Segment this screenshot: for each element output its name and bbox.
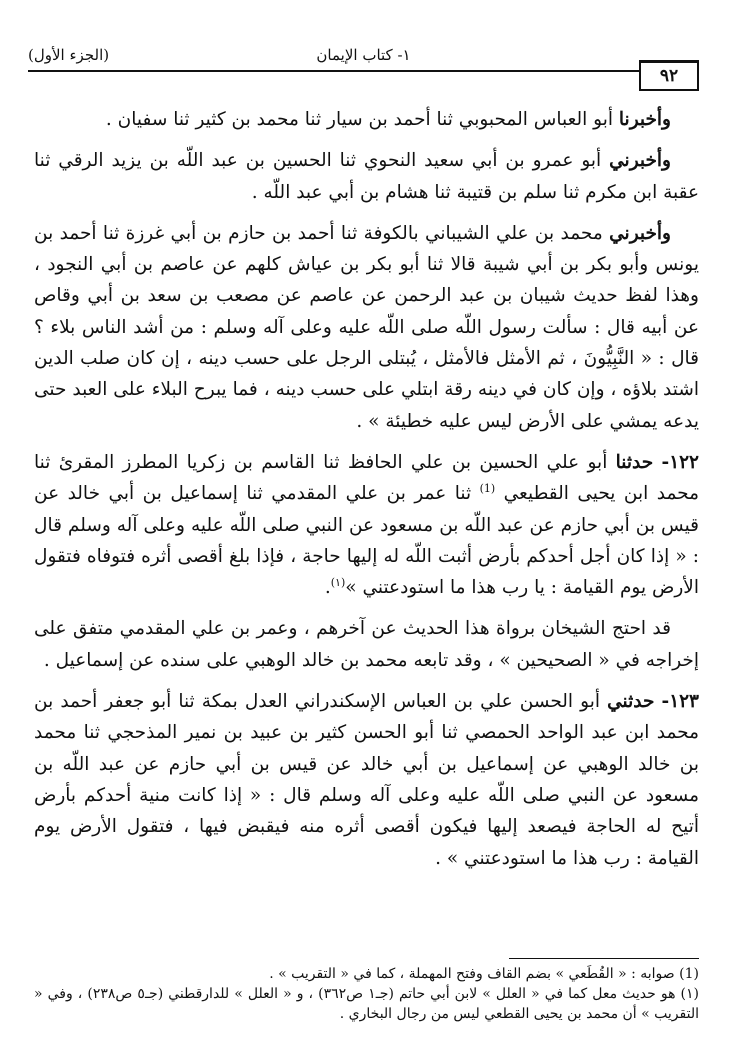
hadith-text: ثنا عمر بن علي المقدمي ثنا إسماعيل بن أبي خالد عن قيس بن أبي حازم عن عبد اللّه بن مسعود عن النبي صلى اللّه عليه وعلى آله وسلم قال : « إذا كان أجل أحدكم بأرض أثبت اللّه له إليها حاجة ، فإذا بلغ أقصى أثره فتوفاه فتقول الأرض يوم القيامة : يا رب هذا ما استودعتني » [34, 483, 699, 599]
footnote-text: هو حديث معل كما في « العلل » لابن أبي حاتم (جـ١ ص٣٦٢) ، و « العلل » للدارقطني (جـ٥ ص٢٣٨) ، وفي « التقريب » أن محمد بن يحيى القطعي ليس من رجال البخاري . [34, 986, 699, 1022]
paragraph-lead: وأخبرنا [618, 109, 671, 130]
footnote-mark: (1) [679, 966, 699, 982]
running-header [28, 44, 699, 68]
paragraph-lead: وأخبرني [609, 150, 671, 172]
hadith-number: ١٢٣- [661, 691, 699, 713]
paragraph-text: محمد بن علي الشيباني بالكوفة ثنا أحمد بن حازم بن أبي غرزة ثنا أحمد بن يونس وأبو بكر بن أبي شيبة قالا ثنا أبو بكر بن عياش كلهم عن عاصم بن أبي النجود ، وهذا لفظ حديث شيبان بن عبد الرحمن عن عاصم عن مصعب بن سعد بن أبي وقاص عن أبيه قال : سألت رسول اللّه صلى اللّه عليه وعلى آله وسلم : من أشد الناس بلاء ؟ قال : « النَّبِيُّونَ ، ثم الأمثل فالأمثل ، يُبتلى الرجل على حسب دينه ، إن كان صلب الدين اشتد بلاؤه ، وإن كان في دينه رقة ابتلي على حسب دينه ، فما يبرح البلاء على العبد حتى يدعه يمشي على الأرض ليس عليه خطيئة » . [34, 222, 699, 432]
footnote [34, 984, 699, 1024]
hadith-lead: حدثني [607, 691, 655, 713]
footnote-text: صوابه : « القُطَعي » بضم القاف وفتح المهملة ، كما في « التقريب » . [269, 966, 675, 982]
paragraph [34, 104, 699, 135]
footnote-ref[interactable]: (1) [479, 482, 496, 496]
header-rule [28, 70, 641, 72]
hadith-text: أبو الحسن علي بن العباس الإسكندراني العدل بمكة ثنا أبو جعفر أحمد بن محمد ابن عبد الواحد الحمصي ثنا أبو الحسن كثير بن عبيد بن نمير المذحجي ثنا محمد بن خالد الوهبي عن إسماعيل بن أبي خالد عن قيس بن أبي حازم عن عبد اللّه بن مسعود عن النبي صلى اللّه عليه وعلى آله وسلم قال : « إذا كانت منية أحدكم بأرض أتيح له الحاجة فيصعد إليها فيكون أقصى أثره منه فيقبض فيها ، فتقول الأرض يوم القيامة : رب هذا ما استودعتني » . [34, 691, 699, 869]
volume-label: (الجزء الأول) [28, 46, 110, 64]
hadith-text: أبو علي الحسين بن علي الحافظ ثنا القاسم بن زكريا المطرز المقرئ ثنا محمد ابن يحيى القطيعي [34, 451, 699, 505]
chapter-title: ١- كتاب الإيمان [316, 46, 411, 64]
main-text [34, 104, 699, 884]
paragraph-text: أبو العباس المحبوبي ثنا أحمد بن سيار ثنا محمد بن كثير ثنا سفيان . [105, 109, 619, 130]
footnote-ref[interactable]: (١) [330, 576, 346, 589]
footnotes [34, 964, 699, 1024]
hadith-123 [34, 686, 699, 874]
commentary: قد احتج الشيخان برواة هذا الحديث عن آخرهم ، وعمر بن علي المقدمي متفق على إخراجه في « الصحيحين » ، وقد تابعه محمد بن خالد الوهبي على سنده عن إسماعيل . [34, 618, 699, 671]
paragraph [34, 218, 699, 437]
footnote [34, 964, 699, 984]
paragraph [34, 145, 699, 208]
hadith-text: . [324, 577, 331, 599]
footnote-rule [509, 958, 699, 959]
hadith-number: ١٢٢- [661, 451, 699, 473]
page-number: ٩٢ [639, 60, 699, 91]
footnote-mark: (١) [680, 986, 700, 1002]
paragraph-text: أبو عمرو بن أبي سعيد النحوي ثنا الحسين بن عبد اللّه بن يزيد الرقي ثنا عقبة ابن مكرم ثنا سلم بن قتيبة ثنا هشام بن أبي عبد اللّه . [34, 150, 699, 203]
hadith-122 [34, 447, 699, 603]
hadith-lead: حدثنا [615, 451, 654, 473]
paragraph-lead: وأخبرني [609, 222, 671, 244]
